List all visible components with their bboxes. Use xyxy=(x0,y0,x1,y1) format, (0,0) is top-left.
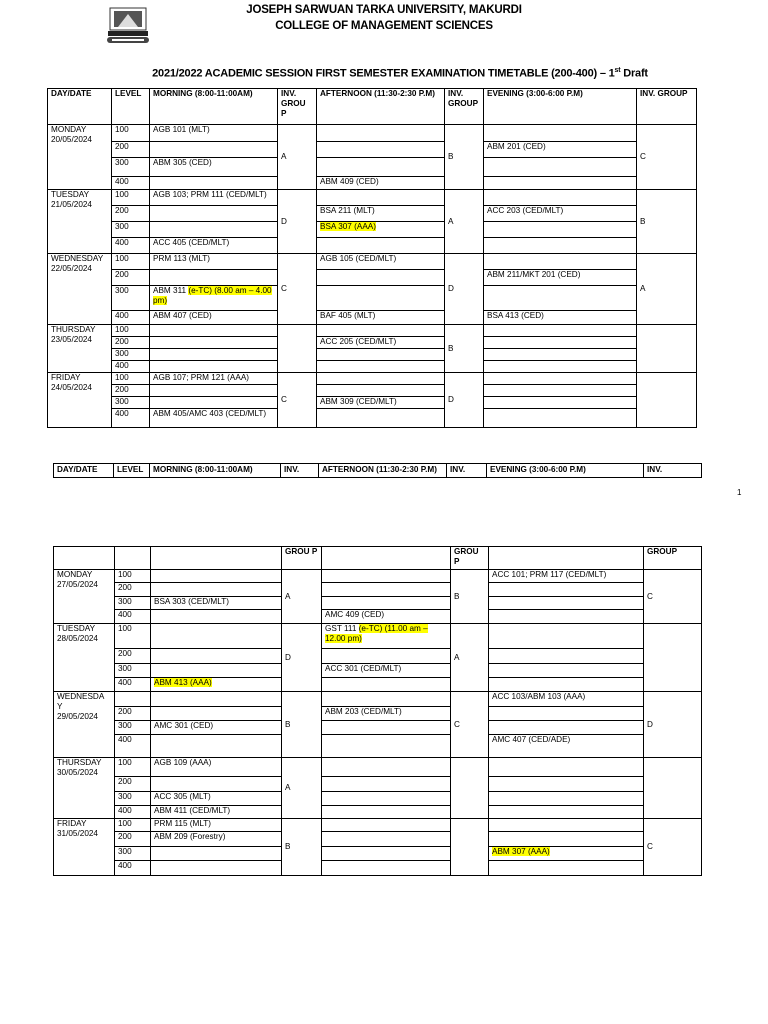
exam-cell xyxy=(151,583,282,597)
exam-cell xyxy=(489,806,644,819)
exam-cell xyxy=(317,238,445,254)
exam-cell xyxy=(151,777,282,792)
table-row xyxy=(54,664,702,678)
exam-cell: AGB 101 (MLT) xyxy=(150,125,278,142)
exam-cell xyxy=(489,664,644,678)
exam-cell xyxy=(484,286,637,311)
exam-cell: AGB 107; PRM 121 (AAA) xyxy=(150,373,278,385)
exam-cell xyxy=(151,624,282,649)
inv-group-cell xyxy=(637,373,697,428)
level-cell: 200 xyxy=(115,832,151,847)
exam-cell xyxy=(489,861,644,876)
exam-cell: ACC 205 (CED/MLT) xyxy=(317,337,445,349)
inv-group-cell: B xyxy=(445,325,484,373)
exam-cell xyxy=(322,832,451,847)
exam-cell xyxy=(151,610,282,624)
level-cell: 300 xyxy=(112,286,150,311)
day-date-cell: TUESDAY 28/05/2024 xyxy=(54,624,115,692)
table-header-row xyxy=(54,547,702,570)
exam-cell xyxy=(322,819,451,832)
exam-cell xyxy=(322,570,451,583)
exam-cell xyxy=(322,649,451,664)
header-morning: MORNING (8:00-11:00AM) xyxy=(150,89,278,125)
header-afternoon: AFTERNOON (11:30-2:30 P.M) xyxy=(319,464,447,478)
level-cell: 200 xyxy=(112,206,150,222)
exam-cell: ACC 305 (MLT) xyxy=(151,792,282,806)
table-row xyxy=(48,206,697,222)
exam-cell: ACC 301 (CED/MLT) xyxy=(322,664,451,678)
level-cell: 300 xyxy=(115,664,151,678)
exam-cell xyxy=(151,570,282,583)
highlighted-exam: BSA 307 (AAA) xyxy=(320,222,376,231)
exam-cell xyxy=(322,692,451,707)
table-row xyxy=(54,832,702,847)
day-date-cell: FRIDAY 24/05/2024 xyxy=(48,373,112,428)
inv-group-cell xyxy=(451,758,489,819)
exam-cell: BSA 211 (MLT) xyxy=(317,206,445,222)
table-row xyxy=(48,190,697,206)
header-cell xyxy=(115,547,151,570)
header-inv-group: GROU P xyxy=(282,547,322,570)
header-cell xyxy=(151,547,282,570)
table-row xyxy=(48,361,697,373)
exam-cell: ABM 409 (CED) xyxy=(317,177,445,190)
inv-group-cell xyxy=(451,819,489,876)
level-cell: 100 xyxy=(112,254,150,270)
exam-cell xyxy=(489,707,644,721)
table-row xyxy=(48,158,697,177)
table-row xyxy=(54,649,702,664)
exam-cell xyxy=(150,222,278,238)
exam-cell: ACC 103/ABM 103 (AAA) xyxy=(489,692,644,707)
exam-cell xyxy=(150,206,278,222)
exam-cell xyxy=(489,678,644,692)
table-row xyxy=(48,337,697,349)
inv-group-cell xyxy=(644,758,702,819)
level-cell: 300 xyxy=(115,792,151,806)
exam-cell xyxy=(151,692,282,707)
exam-cell xyxy=(150,325,278,337)
table-row xyxy=(48,254,697,270)
exam-cell: ABM 211/MKT 201 (CED) xyxy=(484,270,637,286)
exam-cell: PRM 113 (MLT) xyxy=(150,254,278,270)
exam-cell xyxy=(489,610,644,624)
inv-group-cell: D xyxy=(644,692,702,758)
exam-cell xyxy=(489,832,644,847)
level-cell: 400 xyxy=(115,806,151,819)
exam-cell xyxy=(322,806,451,819)
exam-cell xyxy=(484,385,637,397)
exam-cell: ABM 405/AMC 403 (CED/MLT) xyxy=(150,409,278,428)
header-inv: INV. xyxy=(644,464,702,478)
header-evening: EVENING (3:00-6:00 P.M) xyxy=(484,89,637,125)
university-name: JOSEPH SARWUAN TARKA UNIVERSITY, MAKURDI xyxy=(246,4,522,16)
inv-group-cell: C xyxy=(637,125,697,190)
table-row xyxy=(48,238,697,254)
table-row xyxy=(48,142,697,158)
exam-cell: ACC 101; PRM 117 (CED/MLT) xyxy=(489,570,644,583)
exam-cell xyxy=(322,735,451,758)
exam-cell: ABM 311 (e-TC) (8.00 am – 4.00 pm) xyxy=(150,286,278,311)
level-cell: 300 xyxy=(115,721,151,735)
level-cell: 300 xyxy=(115,847,151,861)
exam-cell: BAF 405 (MLT) xyxy=(317,311,445,325)
exam-cell xyxy=(484,177,637,190)
highlighted-note: (e-TC) (11.00 am – 12.00 pm) xyxy=(325,624,428,643)
exam-cell xyxy=(151,678,282,692)
exam-cell xyxy=(489,597,644,610)
exam-cell: BSA 303 (CED/MLT) xyxy=(151,597,282,610)
exam-cell xyxy=(151,735,282,758)
header-inv-group: INV. GROUP xyxy=(445,89,484,125)
inv-group-cell: C xyxy=(451,692,489,758)
page-number: 1 xyxy=(737,488,742,497)
timetable-week-1 xyxy=(47,88,697,428)
exam-cell xyxy=(317,142,445,158)
timetable-title: 2021/2022 ACADEMIC SESSION FIRST SEMESTER EXAMINATION TIMETABLE (200-400) – 1st Draft xyxy=(152,67,648,80)
level-cell: 100 xyxy=(115,570,151,583)
exam-cell xyxy=(489,624,644,649)
table-row xyxy=(54,847,702,861)
exam-cell: ABM 309 (CED/MLT) xyxy=(317,397,445,409)
exam-cell xyxy=(484,158,637,177)
inv-group-cell: A xyxy=(282,758,322,819)
header-cell xyxy=(322,547,451,570)
exam-cell xyxy=(489,792,644,806)
table-row xyxy=(54,624,702,649)
level-cell xyxy=(115,692,151,707)
inv-group-cell: C xyxy=(644,819,702,876)
exam-cell xyxy=(489,583,644,597)
exam-cell xyxy=(150,142,278,158)
level-cell: 100 xyxy=(112,125,150,142)
table-row xyxy=(54,692,702,707)
level-cell: 100 xyxy=(112,325,150,337)
level-cell: 200 xyxy=(112,385,150,397)
exam-cell xyxy=(322,583,451,597)
header-inv-group: GROU P xyxy=(451,547,489,570)
table-row xyxy=(54,806,702,819)
inv-group-cell: D xyxy=(445,373,484,428)
exam-cell xyxy=(150,349,278,361)
exam-cell: AMC 301 (CED) xyxy=(151,721,282,735)
day-date-cell: THURSDAY 30/05/2024 xyxy=(54,758,115,819)
level-cell: 100 xyxy=(115,624,151,649)
exam-cell xyxy=(484,238,637,254)
inv-group-cell: A xyxy=(451,624,489,692)
table-row xyxy=(54,583,702,597)
day-date-cell: MONDAY 20/05/2024 xyxy=(48,125,112,190)
exam-cell xyxy=(484,409,637,428)
level-cell: 300 xyxy=(112,397,150,409)
header-inv-group: INV. GROUP xyxy=(637,89,697,125)
inv-group-cell xyxy=(278,325,317,373)
table-header-row xyxy=(54,464,702,478)
table-row xyxy=(54,777,702,792)
inv-group-cell: A xyxy=(282,570,322,624)
table-row xyxy=(48,349,697,361)
exam-cell xyxy=(150,270,278,286)
exam-cell xyxy=(317,125,445,142)
exam-cell: ACC 405 (CED/MLT) xyxy=(150,238,278,254)
inv-group-cell: B xyxy=(445,125,484,190)
exam-cell xyxy=(317,222,445,238)
exam-cell xyxy=(150,385,278,397)
exam-cell xyxy=(317,373,445,385)
day-date-cell: TUESDAY 21/05/2024 xyxy=(48,190,112,254)
exam-cell xyxy=(484,254,637,270)
level-cell: 200 xyxy=(115,649,151,664)
exam-cell xyxy=(484,349,637,361)
exam-cell: AGB 103; PRM 111 (CED/MLT) xyxy=(150,190,278,206)
table-row xyxy=(54,678,702,692)
table-row xyxy=(54,819,702,832)
inv-group-cell: C xyxy=(278,373,317,428)
table-row xyxy=(54,597,702,610)
inv-group-cell: C xyxy=(644,570,702,624)
header-inv-group: INV. GROU P xyxy=(278,89,317,125)
exam-cell xyxy=(317,190,445,206)
inv-group-cell: B xyxy=(451,570,489,624)
header-day-date: DAY/DATE xyxy=(48,89,112,125)
exam-cell: ABM 411 (CED/MLT) xyxy=(151,806,282,819)
exam-cell xyxy=(151,847,282,861)
exam-cell xyxy=(150,361,278,373)
exam-cell xyxy=(150,337,278,349)
table-row xyxy=(54,610,702,624)
exam-cell xyxy=(489,847,644,861)
exam-cell xyxy=(322,792,451,806)
exam-cell xyxy=(484,125,637,142)
table-row xyxy=(48,325,697,337)
inv-group-cell: B xyxy=(282,819,322,876)
day-date-cell: FRIDAY 31/05/2024 xyxy=(54,819,115,876)
exam-cell xyxy=(151,861,282,876)
exam-cell xyxy=(322,861,451,876)
exam-cell xyxy=(489,819,644,832)
level-cell: 200 xyxy=(115,707,151,721)
highlighted-exam: ABM 307 (AAA) xyxy=(492,847,550,856)
level-cell: 100 xyxy=(112,190,150,206)
inv-group-cell: D xyxy=(282,624,322,692)
level-cell: 400 xyxy=(112,238,150,254)
exam-cell xyxy=(484,361,637,373)
exam-cell xyxy=(484,397,637,409)
exam-cell: ABM 201 (CED) xyxy=(484,142,637,158)
inv-group-cell: A xyxy=(445,190,484,254)
table-row xyxy=(54,792,702,806)
inv-group-cell: A xyxy=(278,125,317,190)
highlighted-note: (e-TC) (8.00 am – 4.00 pm) xyxy=(153,286,272,305)
exam-cell xyxy=(322,721,451,735)
day-date-cell: WEDNESDA Y 29/05/2024 xyxy=(54,692,115,758)
table-row xyxy=(48,311,697,325)
level-cell: 200 xyxy=(112,270,150,286)
exam-cell xyxy=(322,597,451,610)
table-row xyxy=(54,735,702,758)
exam-cell xyxy=(317,349,445,361)
level-cell: 400 xyxy=(112,177,150,190)
inv-group-cell: C xyxy=(278,254,317,325)
level-cell: 400 xyxy=(112,361,150,373)
exam-cell: ABM 203 (CED/MLT) xyxy=(322,707,451,721)
exam-cell xyxy=(317,385,445,397)
table-row xyxy=(54,861,702,876)
exam-cell: ACC 203 (CED/MLT) xyxy=(484,206,637,222)
header-evening: EVENING (3:00-6:00 P.M) xyxy=(487,464,644,478)
header-cell xyxy=(489,547,644,570)
level-cell: 400 xyxy=(115,678,151,692)
exam-cell xyxy=(489,758,644,777)
day-date-cell: MONDAY 27/05/2024 xyxy=(54,570,115,624)
table-row xyxy=(54,707,702,721)
level-cell: 100 xyxy=(112,373,150,385)
inv-group-cell: B xyxy=(282,692,322,758)
exam-cell xyxy=(489,721,644,735)
level-cell: 200 xyxy=(112,337,150,349)
level-cell: 300 xyxy=(112,349,150,361)
table-row xyxy=(54,570,702,583)
level-cell: 400 xyxy=(115,735,151,758)
table-row xyxy=(54,721,702,735)
exam-cell xyxy=(322,847,451,861)
level-cell: 300 xyxy=(112,222,150,238)
exam-cell xyxy=(151,664,282,678)
inv-group-cell xyxy=(644,624,702,692)
exam-cell: AGB 105 (CED/MLT) xyxy=(317,254,445,270)
exam-cell xyxy=(317,158,445,177)
exam-cell: PRM 115 (MLT) xyxy=(151,819,282,832)
exam-cell: AMC 407 (CED/ADE) xyxy=(489,735,644,758)
header-inv-group: GROUP xyxy=(644,547,702,570)
header-afternoon: AFTERNOON (11:30-2:30 P.M) xyxy=(317,89,445,125)
exam-cell xyxy=(317,361,445,373)
exam-cell xyxy=(484,190,637,206)
college-name: COLLEGE OF MANAGEMENT SCIENCES xyxy=(275,20,493,32)
exam-cell xyxy=(317,270,445,286)
inv-group-cell: D xyxy=(445,254,484,325)
exam-cell: AGB 109 (AAA) xyxy=(151,758,282,777)
level-cell: 300 xyxy=(115,597,151,610)
timetable-week-2-header xyxy=(53,463,702,478)
exam-cell xyxy=(484,222,637,238)
exam-cell xyxy=(317,409,445,428)
table-row xyxy=(48,270,697,286)
exam-cell xyxy=(322,758,451,777)
table-row xyxy=(48,373,697,385)
header-day-date: DAY/DATE xyxy=(54,464,114,478)
level-cell: 300 xyxy=(112,158,150,177)
inv-group-cell: D xyxy=(278,190,317,254)
timetable-week-2 xyxy=(53,546,702,876)
exam-cell: ABM 407 (CED) xyxy=(150,311,278,325)
level-cell: 200 xyxy=(112,142,150,158)
exam-cell xyxy=(484,373,637,385)
table-row xyxy=(48,286,697,311)
level-cell: 400 xyxy=(112,311,150,325)
inv-group-cell: A xyxy=(637,254,697,325)
table-row xyxy=(48,222,697,238)
table-row xyxy=(48,385,697,397)
exam-cell: AMC 409 (CED) xyxy=(322,610,451,624)
exam-cell xyxy=(151,707,282,721)
exam-cell xyxy=(322,777,451,792)
table-row xyxy=(48,177,697,190)
header-inv: INV. xyxy=(281,464,319,478)
table-row xyxy=(54,758,702,777)
header-level: LEVEL xyxy=(112,89,150,125)
exam-cell xyxy=(317,286,445,311)
header-cell xyxy=(54,547,115,570)
level-cell: 200 xyxy=(115,583,151,597)
level-cell: 400 xyxy=(115,610,151,624)
level-cell: 400 xyxy=(112,409,150,428)
level-cell: 100 xyxy=(115,758,151,777)
level-cell: 400 xyxy=(115,861,151,876)
inv-group-cell xyxy=(637,325,697,373)
level-cell: 100 xyxy=(115,819,151,832)
table-row xyxy=(48,397,697,409)
exam-cell xyxy=(322,678,451,692)
header-inv: INV. xyxy=(447,464,487,478)
table-row xyxy=(48,409,697,428)
day-date-cell: WEDNESDAY 22/05/2024 xyxy=(48,254,112,325)
exam-cell: BSA 413 (CED) xyxy=(484,311,637,325)
exam-cell xyxy=(317,325,445,337)
exam-cell: ABM 209 (Forestry) xyxy=(151,832,282,847)
exam-cell: GST 111 (e-TC) (11.00 am – 12.00 pm) xyxy=(322,624,451,649)
inv-group-cell: B xyxy=(637,190,697,254)
highlighted-exam: ABM 413 (AAA) xyxy=(154,678,212,687)
exam-cell: ABM 305 (CED) xyxy=(150,158,278,177)
exam-cell xyxy=(484,337,637,349)
exam-cell xyxy=(150,397,278,409)
exam-cell xyxy=(151,649,282,664)
header-level: LEVEL xyxy=(114,464,150,478)
exam-cell xyxy=(150,177,278,190)
level-cell: 200 xyxy=(115,777,151,792)
table-header-row xyxy=(48,89,697,125)
exam-cell xyxy=(489,649,644,664)
header-morning: MORNING (8:00-11:00AM) xyxy=(150,464,281,478)
exam-cell xyxy=(489,777,644,792)
day-date-cell: THURSDAY 23/05/2024 xyxy=(48,325,112,373)
table-row xyxy=(48,125,697,142)
exam-cell xyxy=(484,325,637,337)
